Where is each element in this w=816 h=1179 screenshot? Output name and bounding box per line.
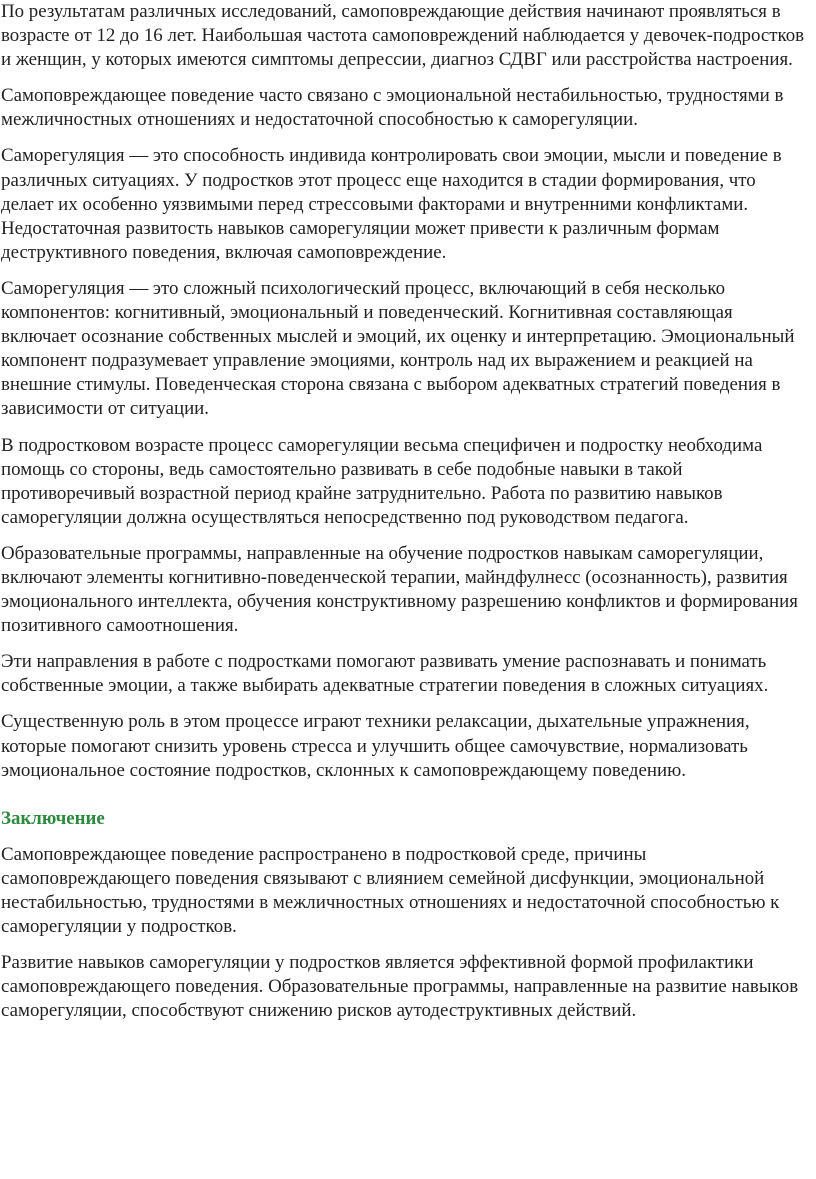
paragraph: Саморегуляция — это сложный психологический процесс, включающий в себя несколько компонентов: когнитивный, эмоциональный и поведенческий. Когнитивная составляющая включает осознание собственных мыслей и эмоций, их оценку и интерпретацию. Эмоциональный компонент подразумевает управление эмоциями, контроль над их выражением и реакцией на внешние стимулы. Поведенческая сторона связана с выбором адекватных стратегий поведения в зависимости от ситуации. xyxy=(1,277,795,420)
paragraph: Образовательные программы, направленные на обучение подростков навыкам саморегуляции, включают элементы когнитивно-поведенческой терапии, майндфулнесс (осознанность), развития эмоционального интеллекта, обучения конструктивному разрешению конфликтов и формирования позитивного самоотношения. xyxy=(1,542,798,637)
paragraph: Существенную роль в этом процессе играют техники релаксации, дыхательные упражнения, которые помогают снизить уровень стресса и улучшить общее самочувствие, нормализовать эмоциональное состояние подростков, склонных к самоповреждающему поведению. xyxy=(1,711,750,781)
conclusion-heading: Заключение xyxy=(1,807,105,829)
paragraph: Самоповреждающее поведение часто связано с эмоциональной нестабильностью, трудностями в межличностных отношениях и недостаточной способностью к саморегуляции. xyxy=(1,85,784,131)
paragraph: Саморегуляция — это способность индивида контролировать свои эмоции, мысли и поведение в различных ситуациях. У подростков этот процесс еще находится в стадии формирования, что делает их особенно уязвимыми перед стрессовыми факторами и внутренними конфликтами. Недостаточная развитость навыков саморегуляции может привести к различным формам деструктивного поведения, включая самоповреждение. xyxy=(1,145,782,263)
paragraph: В подростковом возрасте процесс саморегуляции весьма специфичен и подростку необходима помощь со стороны, ведь самостоятельно развивать в себе подобные навыки в такой противоречивый возрастной период крайне затруднительно. Работа по развитию навыков саморегуляции должна осуществляться непосредственно под руководством педагога. xyxy=(1,434,763,528)
paragraph: По результатам различных исследований, самоповреждающие действия начинают проявляться в возрасте от 12 до 16 лет. Наибольшая частота самоповреждений наблюдается у девочек-подростков и женщин, у которых имеются симптомы депрессии, диагноз СДВГ или расстройства настроения. xyxy=(1,1,805,71)
paragraph: Самоповреждающее поведение распространено в подростковой среде, причины самоповреждающего поведения связывают с влиянием семейной дисфункции, эмоциональной нестабильностью, трудностями в межличностных отношениях и недостаточной способностью к саморегуляции у подростков. xyxy=(1,843,780,938)
paragraph: Развитие навыков саморегуляции у подростков является эффективной формой профилактики самоповреждающего поведения. Образовательные программы, направленные на развитие навыков саморегуляции, способствуют снижению рисков аутодеструктивных действий. xyxy=(1,952,799,1022)
paragraph: Эти направления в работе с подростками помогают развивать умение распознавать и понимать собственные эмоции, а также выбирать адекватные стратегии поведения в сложных ситуациях. xyxy=(1,651,769,697)
